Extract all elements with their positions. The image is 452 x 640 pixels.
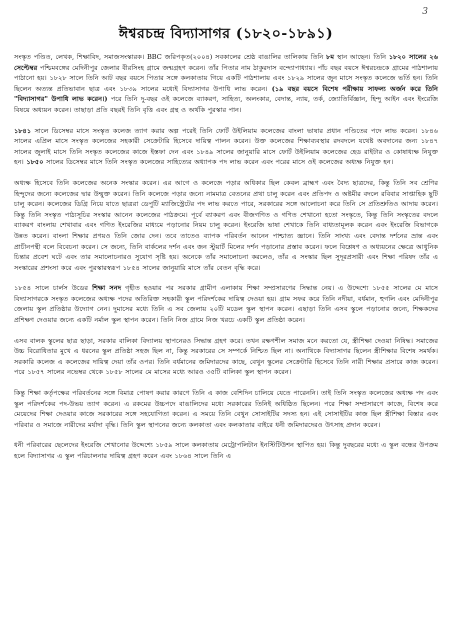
paragraph bbox=[14, 178, 438, 273]
paragraph bbox=[14, 52, 438, 116]
text-segment: সালের ডিসেম্বর মাসে তিনি সংস্কৃত কলেজের সাহিত্যের অধ্যাপক পদ লাভ করেন এবং পরের মাসে ওই কলেজের অধ্যক্ষ নিযুক্ত হন। bbox=[43, 158, 394, 167]
paragraph bbox=[14, 336, 438, 378]
text-segment: সালে ডিসেম্বর মাসে সংস্কৃত কলেজ ত্যাগ করার অল্প পরেই তিনি ফোর্ট উইলিয়াম কলেজের বাংলা ভাষার প্রধান পণ্ডিতের পদে লাভ করেন। ১৮৪৬ সালের এপ্রিল মাসে সংস্কৃত কলেজের সহকারী সেক্রেটারি হিসেবে দায়িত্ব পালন করেন। উক্ত কলেজের শিক্ষাব্যবস্থার রদবদলে যথেষ্ট অবদানের জন্য ১৮৪৭ সালের জুলাই মাসে তিনি সংস্কৃত কলেজের কাজে ইস্তফা দেন এবং ১৮৪৯ সালের জানুয়ারি মাসে ফোর্ট উইলিয়াম কলেজের হেড রাইটার ও কোষাধ্যক্ষ নিযুক্ত হন। bbox=[14, 126, 438, 167]
text-segment: ধনী পরিবারের ছেলেদের ইংরেজি শেখানোর উদ্দেশ্যে ১৮৫৯ সালে কলকাতায় মেট্রোপলিটান ইনস্টিটিউশন স্থাপিত হয়। কিন্তু দুবছরের মধ্যে এ স্কুল বন্ধের উপক্রম হলে বিদ্যাসাগর এ স্কুল পরিচালনার দায়িত্ব গ্রহণ করেন এবং ১৮৬৪ সালে তিনি এ bbox=[14, 441, 438, 460]
paragraph bbox=[14, 440, 438, 461]
text-segment: গৃহীত হওয়ার পর সরকার গ্রামীণ এলাকায় শিক্ষা সম্প্রসারণের সিদ্ধান্ত নেয়। এ উদ্দেশ্যে ১৮৫৫ সালের মে মাসে বিদ্যাসাগরকে সংস্কৃত কলেজের অধ্যক্ষ পদের অতিরিক্ত সহকারী স্কুল পরিদর্শকের দায়িত্ব দেওয়া হয়। গ্রাম সফর করে তিনি নদীয়া, বর্ধমান, হুগলি এবং মেদিনীপুর জেলায় স্কুল প্রতিষ্ঠার উদ্যোগ নেন। দুমাসের মধ্যে তিনি এ সব জেলায় ২০টি মডেল স্কুল স্থাপন করেন। এছাড়া তিনি এসব স্কুলে পড়ানোর জন্যে, শিক্ষকদের প্রশিক্ষণ দেওয়ার জন্যে একটি নর্মাল স্কুল স্থাপন করেন। তিনি নিজ গ্রামে নিজ খরচে একটি স্কুল প্রতিষ্ঠা করেন। bbox=[14, 284, 438, 325]
text-segment: পরে তিনি দু-বছর ওই কলেজে ব্যাকরণ, সাহিত্য, অলংকার, বেদান্ত, ন্যায়, তর্ক, জ্যোতির্বিজ্ঞান, হিন্দু আইন এবং ইংরেজি বিষয়ে অধ্যয়ন করেন। তাছাড়া প্রতি বছরই তিনি বৃত্তি এবং গ্রন্থ ও অর্থকি পুরস্কার পান। bbox=[14, 95, 438, 114]
page-number: 3 bbox=[422, 7, 428, 17]
text-segment: এসব বালক স্কুলের ছাত্র ছাড়া, সরকার বালিকা বিদ্যালয় স্থাপনেরও সিদ্ধান্ত গ্রহণ করে। তখন রক্ষণশীল সমাজ মনে করতো যে, স্ত্রীশিক্ষা দেওয়া নিষিদ্ধ। সমাজের উচ্চ বিরোধিতার মুখে এ ধরনের স্কুল প্রতিষ্ঠা সহজ ছিল না, কিন্তু সরকারের সে সম্পর্কে নিশ্চিত ছিল না। অনাথিকে বিদ্যাসাগর ছিলেন স্ত্রীশিক্ষার বিশেষ সমর্থক। সরকারি কলেজ এ কলেজের দায়িত্ব দেয়া তাঁর ওপর। তিনি বর্ধমানের জমিদারদের কাছে, বেথুন স্কুলের সেক্রেটারি হিসেবে তিনি নারী শিক্ষার প্রসারে কাজ করেন। পরে ১৮৫৭ সালের নভেম্বর থেকে ১৮৫৮ সালের মে মাসের মধ্যে আরও ৩৫টি বালিকা স্কুল স্থাপন করেন। bbox=[14, 336, 438, 377]
bold-text: ১৮৫০ bbox=[26, 158, 44, 167]
page-title: ঈশ্বরচন্দ্র বিদ্যাসাগর (১৮২০-১৮৯১) bbox=[118, 26, 334, 42]
bold-text: ১৮৪১ bbox=[14, 126, 32, 135]
text-segment: পশ্চিমবঙ্গের মেদিনীপুর জেলার বীরসিংহ গ্রামে জন্মগ্রহণ করেন। তাঁর পিতার নাম ঠাকুরদাস বন্দ্যোপাধ্যায়। পাঁচ বছর বয়সে ঈশ্বরচন্দ্রকে গ্রামের পাঠশালায় পাঠানো হয়। ১৮২৮ সালে তিনি আট বছর বয়সে পিতার সঙ্গে কলকাতায় গিয়ে একটি পাঠশালায় এবং ১৮২৯ সালের জুন মাসে সংস্কৃত কলেজে ভর্তি হন। তিনি ছিলেন অত্যন্ত প্রতিভাবান ছাত্র এবং ১৮৩৯ সালের মধ্যেই বিদ্যাসাগর উপাধি লাভ করেন। bbox=[14, 63, 438, 93]
bold-text: শিক্ষা সনদ bbox=[92, 284, 122, 293]
paragraph bbox=[14, 283, 438, 325]
text-segment: কিন্তু শিক্ষা কর্তৃপক্ষের পরিবর্তনের সঙ্গে বিমাত্র পোষণ করার কারণে তিনি এ কাজ বেশিদিন চালিয়ে যেতে পারেননি। তাই তিনি সংস্কৃত কলেজের অধ্যক্ষ পদ এবং স্কুল পরিদর্শকের পদ-উভয় ত্যাগ করেন। এ রকমের উচ্চপদে বাঙালিদের মধ্যে সরকারের তিনিই অধিষ্ঠিত ছিলেন। পরে শিক্ষা সম্প্রসারণে কাজে, বিশেষ করে মেয়েদের শিক্ষা দেওয়ার কাজে সরকারের সঙ্গে সহযোগিতা করেন। এ সময়ে তিনি বেথুন সোসাইটির সদস্য হন। এই সোসাইটির কাজ ছিল স্ত্রীশিক্ষা বিস্তার এবং পরিবার ও সমাজে নারীদের মর্যাদা বৃদ্ধি। তিনি স্কুল স্থাপনের জন্যে কলকাতা এবং কলকাতার বাইরে ধনী জমিদারদেরও উৎসাহ প্রদান করেন। bbox=[14, 389, 438, 429]
bold-text: ৮ম bbox=[326, 53, 335, 61]
paragraph bbox=[14, 126, 438, 168]
paragraph bbox=[14, 388, 438, 430]
text-segment: সংস্কৃত পণ্ডিত, লেখক, শিক্ষাবিদ, সমাজসংস্কারক। BBC জরিপকৃত(২০০৪) সবকালের শ্রেষ্ঠ বাঙালির তালিকায় তিনি bbox=[14, 53, 327, 61]
text-segment: স্থান আছেন। তিনি bbox=[334, 53, 389, 61]
bold-text: ১৮২০ সালের ২৬ সেপ্টেম্বর bbox=[14, 53, 438, 72]
document-body bbox=[14, 52, 438, 462]
text-segment: ১৮৫৪ সালে চার্লস উডের bbox=[14, 284, 93, 293]
text-segment: অধ্যক্ষ হিসেবে তিনি কলেজের অনেক সংস্কার করেন। এর আগে ও কলেজে পড়ার অধিকার ছিল কেবল ব্রাহ্মণ এবং বৈদ্য ছাত্রদের, কিন্তু তিনি সব শ্রেণির হিন্দুদের জন্যে কলেজের দ্বার উন্মুক্ত করেন। তিনি কলেজে পড়ার জন্যে নামমাত্র বেতনের প্রথা চালু করেন এবং প্রতিপদ ও অষ্টমীর বদলে রবিবার সাপ্তাহিক ছুটি চালু করেন। কলেজের ডিগ্রি নিয়ে যাতে ছাত্ররা ডেপুটি ম্যাজিস্ট্রেটের পদ লাভ করতে পারে, সরকারের সঙ্গে আলোচনা করে তিনি সে প্রতিশ্রুতিও আদায় করেন। কিন্তু তিনি সংস্কৃত পাঠ্যসূচির সংস্কার আনেন কলেজের পাঠক্রমে। পূর্বে ব্যাকরণ এবং বীজগণিত ও গণিত শেখানো হতো সংস্কৃতে, কিন্তু তিনি সংস্কৃতের বদলে ব্যাকরণ বাংলায় শেখাবার এবং গণিত ইংরেজির মাধ্যমে পড়ানোর নিয়ম চালু করেন। ইংরেজি ভাষা শেখাকে তিনি বাধ্যতামূলক করেন এবং ইংরেজি বিভাগকে উন্নত করেন। বাংলা শিক্ষার প্রণয়ও তিনি জোর দেন। তবে তাতেও ব্যাপক পরিবর্তন আনেন পাশ্চাত্য জ্ঞানে। তিনি সাংখ্য এবং বেদান্ত দর্শনের ভ্রান্ত এবং প্রাচীনপন্থী বলে বিবেচনা করেন। সে জন্যে, তিনি বার্কলের দর্শন এবং জন স্টুয়ার্ট মিলের দর্শন পড়ানোর প্রস্তাব করেন। ফলে বিশ্লেষণ ও অধ্যয়নের ক্ষেত্রে আধুনিক চিন্তার প্রবেশ ঘটে এবং তার সমালোচনারও সুযোগ সৃষ্টি হয়। অনেকে তাঁর সমালোচনা করলেও, তাঁর এ সংস্কার ছিল সুদূরপ্রসারী এবং শিক্ষা পরিষদ তাঁর এ সংস্কারের প্রশংসা করে এবং পুরস্কারস্বরূপ ১৮৫৪ সালের জানুয়ারি মাসে তাঁর বেতন বৃদ্ধি করে। bbox=[14, 178, 438, 272]
bold-text: (১৯ বছর বয়সে বিশেষ পরীক্ষায় সাফল্য অর্জন করে তিনি "বিদ্যাসাগর" উপাধি লাভ করেন।) bbox=[14, 84, 438, 104]
